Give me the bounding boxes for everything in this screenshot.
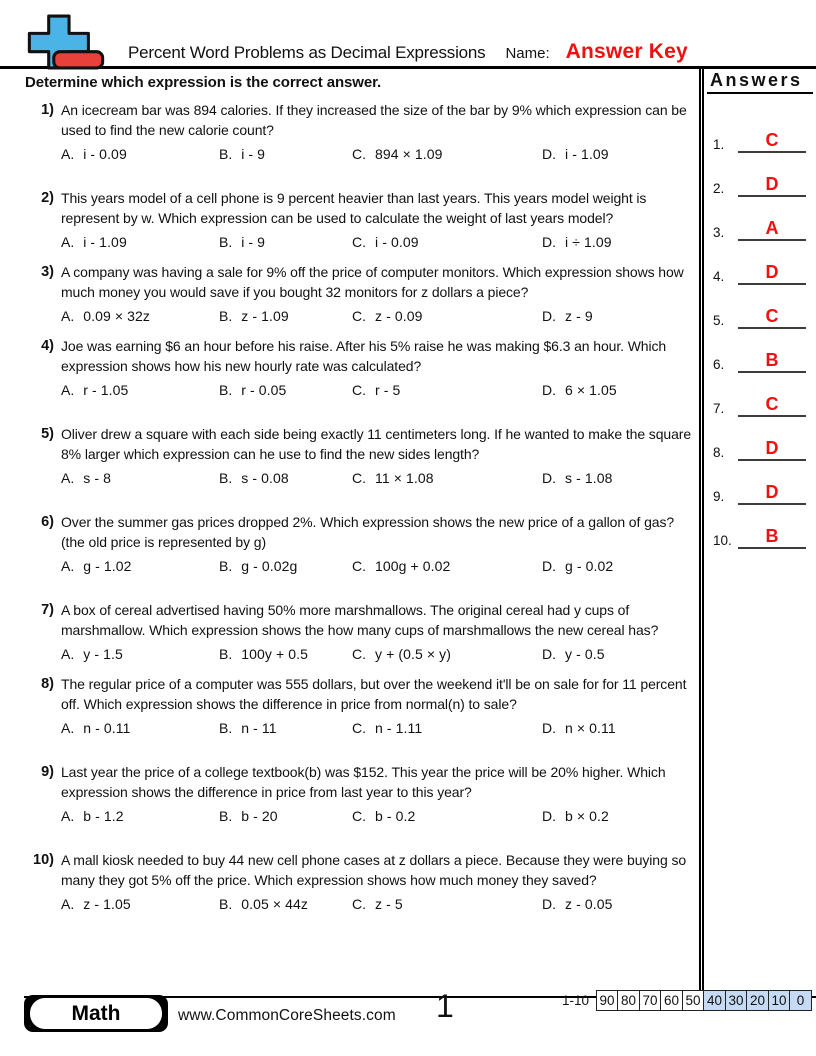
answer-option [219,307,352,326]
question-number: 2) [41,190,54,206]
question-body [61,674,699,738]
answer-item-7 [707,373,813,417]
questions-column [0,69,699,990]
worksheet-body [0,69,816,990]
answer-option [352,307,542,326]
score-cell-80: 80 [617,990,640,1011]
answer-blank [738,395,806,417]
answer-option [219,233,352,252]
answer-letter: B [765,526,779,546]
option-expression: n - 0.11 [83,720,131,736]
score-cell-70: 70 [639,990,662,1011]
option-expression: i - 9 [241,146,266,162]
option-letter: C. [352,308,366,324]
answers-heading: Answers [707,69,813,94]
option-expression: b × 0.2 [565,808,609,824]
answer-blank [738,439,806,461]
answer-item-5 [707,285,813,329]
score-cell-10: 10 [768,990,791,1011]
answer-key-value: Answer Key [565,40,688,63]
answer-option [61,719,219,738]
option-letter: A. [61,808,75,824]
option-letter: D. [542,470,556,486]
question-body [61,850,699,914]
answer-option [61,807,219,826]
question-number: 4) [41,338,54,354]
question-body [61,100,699,164]
question-text: Oliver drew a square with each side being exactly 11 centimeters long. If he wanted to make the square 8% larger which expression can he use to find the new sides length? [61,426,692,462]
answer-number: 8. [713,445,725,460]
answer-blank [738,219,806,241]
answer-letter: C [765,306,779,326]
answer-number: 10. [713,533,732,548]
option-letter: B. [219,558,233,574]
option-letter: C. [352,234,366,250]
option-expression: i - 0.09 [375,234,419,250]
answer-number: 2. [713,181,725,196]
question-number: 6) [41,514,54,530]
answer-option [352,807,542,826]
option-letter: D. [542,808,556,824]
answer-option [219,557,352,576]
option-expression: z - 9 [565,308,593,324]
question-number: 3) [41,264,54,280]
answer-option [542,719,699,738]
question-text: A mall kiosk needed to buy 44 new cell phone cases at z dollars a piece. Because they were buying so many they got 5% off the price. Which expression shows how much money they saved? [61,852,687,888]
commoncoresheets-logo [26,14,106,71]
question-options [61,233,699,252]
option-letter: A. [61,896,75,912]
answer-option [219,719,352,738]
option-letter: C. [352,558,366,574]
option-letter: B. [219,234,233,250]
question-9 [25,762,699,826]
option-expression: z - 5 [375,896,403,912]
option-letter: C. [352,808,366,824]
option-expression: i - 9 [241,234,266,250]
option-letter: B. [219,146,233,162]
option-expression: b - 0.2 [375,808,416,824]
option-expression: s - 0.08 [241,470,289,486]
answer-blank [738,307,806,329]
answer-number: 6. [713,357,725,372]
option-letter: D. [542,896,556,912]
answer-option [542,807,699,826]
option-expression: b - 1.2 [83,808,124,824]
answer-letter: D [765,174,779,194]
answer-option [61,895,219,914]
option-letter: A. [61,234,75,250]
answer-option [352,145,542,164]
answer-option [542,381,699,400]
option-expression: n - 1.11 [375,720,423,736]
question-number: 8) [41,676,54,692]
answer-option [61,381,219,400]
option-letter: A. [61,146,75,162]
option-expression: r - 5 [375,382,401,398]
question-2 [25,188,699,252]
question-3 [25,262,699,326]
answer-option [542,557,699,576]
score-cells [597,990,812,1011]
answer-option [352,469,542,488]
option-letter: D. [542,720,556,736]
answer-letter: D [765,438,779,458]
option-letter: B. [219,808,233,824]
question-number: 10) [33,852,54,868]
option-letter: C. [352,646,366,662]
option-expression: n × 0.11 [565,720,616,736]
question-options [61,719,699,738]
option-letter: D. [542,146,556,162]
question-text: A company was having a sale for 9% off the price of computer monitors. Which expression shows how much money you would save if you bought 32 monitors for z dollars a piece? [61,264,684,300]
answer-option [219,895,352,914]
answer-option [352,381,542,400]
option-expression: r - 0.05 [241,382,287,398]
score-cell-30: 30 [725,990,748,1011]
option-expression: 100y + 0.5 [241,646,309,662]
question-options [61,895,699,914]
answer-item-3 [707,197,813,241]
question-text: An icecream bar was 894 calories. If they increased the size of the bar by 9% which expression can be used to find the new calorie count? [61,102,687,138]
answer-option [61,469,219,488]
answer-number: 9. [713,489,725,504]
question-body [61,262,699,326]
answer-letter: D [765,482,779,502]
option-letter: A. [61,646,75,662]
question-options [61,307,699,326]
answer-option [61,233,219,252]
answer-option [219,469,352,488]
answer-option [542,895,699,914]
option-expression: 11 × 1.08 [375,470,434,486]
answer-option [61,645,219,664]
answers-list [707,109,813,549]
answer-letter: C [765,394,779,414]
answer-letter: A [765,218,779,238]
option-expression: 6 × 1.05 [565,382,617,398]
option-expression: g - 1.02 [83,558,132,574]
answer-option [219,807,352,826]
option-expression: 0.05 × 44z [241,896,309,912]
option-letter: B. [219,896,233,912]
answer-number: 1. [713,137,725,152]
question-1 [25,100,699,164]
score-cell-0: 0 [789,990,812,1011]
question-body [61,762,699,826]
question-text: This years model of a cell phone is 9 percent heavier than last years. This years model weight is represent by w. Which expression can be used to calculate the weight of last years model? [61,190,647,226]
question-text: Over the summer gas prices dropped 2%. Which expression shows the new price of a gallon of gas? (the old price is represented by g) [61,514,675,550]
answer-item-2 [707,153,813,197]
question-7 [25,600,699,664]
website-url: www.CommonCoreSheets.com [178,1007,396,1024]
question-5 [25,424,699,488]
questions-list [25,100,699,914]
option-expression: s - 8 [83,470,111,486]
answer-letter: B [765,350,779,370]
answer-option [352,557,542,576]
score-cell-50: 50 [682,990,705,1011]
option-expression: b - 20 [241,808,278,824]
question-6 [25,512,699,576]
option-letter: C. [352,146,366,162]
option-expression: 0.09 × 32z [83,308,151,324]
question-options [61,381,699,400]
answer-item-8 [707,417,813,461]
answer-option [61,145,219,164]
answer-option [542,307,699,326]
answer-option [542,645,699,664]
option-expression: r - 1.05 [83,382,129,398]
question-4 [25,336,699,400]
answer-item-6 [707,329,813,373]
answer-item-1 [707,109,813,153]
answer-option [219,645,352,664]
answer-option [219,381,352,400]
option-expression: z - 0.09 [375,308,423,324]
score-range-label: 1-10 [561,993,589,1008]
option-letter: D. [542,234,556,250]
minus-icon [54,52,103,68]
option-expression: s - 1.08 [565,470,613,486]
option-expression: z - 1.05 [83,896,131,912]
score-table [562,990,812,1011]
answer-option [219,145,352,164]
worksheet-header [0,0,816,69]
score-cell-40: 40 [703,990,726,1011]
question-number: 5) [41,426,54,442]
answer-number: 5. [713,313,725,328]
question-options [61,145,699,164]
question-number: 7) [41,602,54,618]
answer-item-9 [707,461,813,505]
answer-number: 7. [713,401,725,416]
page-number: 1 [436,988,454,1024]
option-expression: g - 0.02g [241,558,298,574]
answer-option [61,307,219,326]
option-expression: z - 0.05 [565,896,613,912]
answer-letter: D [765,262,779,282]
question-number: 1) [41,102,54,118]
question-10 [25,850,699,914]
option-letter: A. [61,382,75,398]
answer-item-10 [707,505,813,549]
answer-option [542,145,699,164]
option-letter: C. [352,382,366,398]
answer-option [352,719,542,738]
answer-blank [738,131,806,153]
score-cell-60: 60 [660,990,683,1011]
answer-number: 3. [713,225,725,240]
option-letter: D. [542,558,556,574]
option-letter: D. [542,646,556,662]
answer-blank [738,175,806,197]
option-letter: C. [352,470,366,486]
option-letter: A. [61,720,75,736]
math-badge-label: Math [30,998,162,1029]
option-letter: B. [219,470,233,486]
answer-blank [738,351,806,373]
answer-item-4 [707,241,813,285]
option-expression: 100g + 0.02 [375,558,451,574]
question-text: A box of cereal advertised having 50% more marshmallows. The original cereal had y cups of marshmallow. Which expression shows the how many cups of marshmallows the new cereal has? [61,602,659,638]
option-expression: y - 1.5 [83,646,123,662]
option-expression: y - 0.5 [565,646,605,662]
option-letter: C. [352,720,366,736]
question-text: Last year the price of a college textbook(b) was $152. This year the price will be 20% higher. Which expression shows the difference in price from last year to this year? [61,764,666,800]
math-badge [24,995,168,1032]
answers-panel [699,69,816,990]
option-expression: i ÷ 1.09 [565,234,612,250]
option-letter: A. [61,470,75,486]
question-body [61,424,699,488]
score-cell-90: 90 [596,990,619,1011]
option-letter: B. [219,720,233,736]
answer-option [352,645,542,664]
option-expression: i - 1.09 [565,146,609,162]
answer-option [352,895,542,914]
answer-blank [738,263,806,285]
question-body [61,512,699,576]
option-expression: i - 1.09 [83,234,127,250]
answer-letter: C [765,130,779,150]
question-body [61,336,699,400]
answer-option [542,233,699,252]
option-expression: n - 11 [241,720,277,736]
score-cell-20: 20 [746,990,769,1011]
option-letter: C. [352,896,366,912]
option-letter: A. [61,558,75,574]
answer-option [542,469,699,488]
question-body [61,600,699,664]
option-expression: z - 1.09 [241,308,289,324]
answer-option [61,557,219,576]
answer-number: 4. [713,269,725,284]
question-options [61,557,699,576]
question-number: 9) [41,764,54,780]
option-expression: g - 0.02 [565,558,614,574]
option-letter: B. [219,308,233,324]
question-text: The regular price of a computer was 555 dollars, but over the weekend it'll be on sale for for 11 percent off. Which expression shows the difference in price from normal(n) to sale? [61,676,687,712]
option-letter: B. [219,382,233,398]
option-letter: D. [542,308,556,324]
page-title: Percent Word Problems as Decimal Expressions [128,43,486,62]
question-options [61,807,699,826]
option-expression: i - 0.09 [83,146,127,162]
question-options [61,645,699,664]
question-text: Joe was earning $6 an hour before his raise. After his 5% raise he was making $6.3 an hour. Which expression shows how his new hourly rate was calculated? [61,338,667,374]
question-body [61,188,699,252]
option-letter: B. [219,646,233,662]
question-8 [25,674,699,738]
option-letter: D. [542,382,556,398]
question-options [61,469,699,488]
option-expression: 894 × 1.09 [375,146,443,162]
instruction-text: Determine which expression is the correct answer. [25,74,382,91]
answer-option [352,233,542,252]
option-letter: A. [61,308,75,324]
option-expression: y + (0.5 × y) [375,646,451,662]
answer-blank [738,527,806,549]
answer-blank [738,483,806,505]
name-label: Name: [505,45,550,62]
